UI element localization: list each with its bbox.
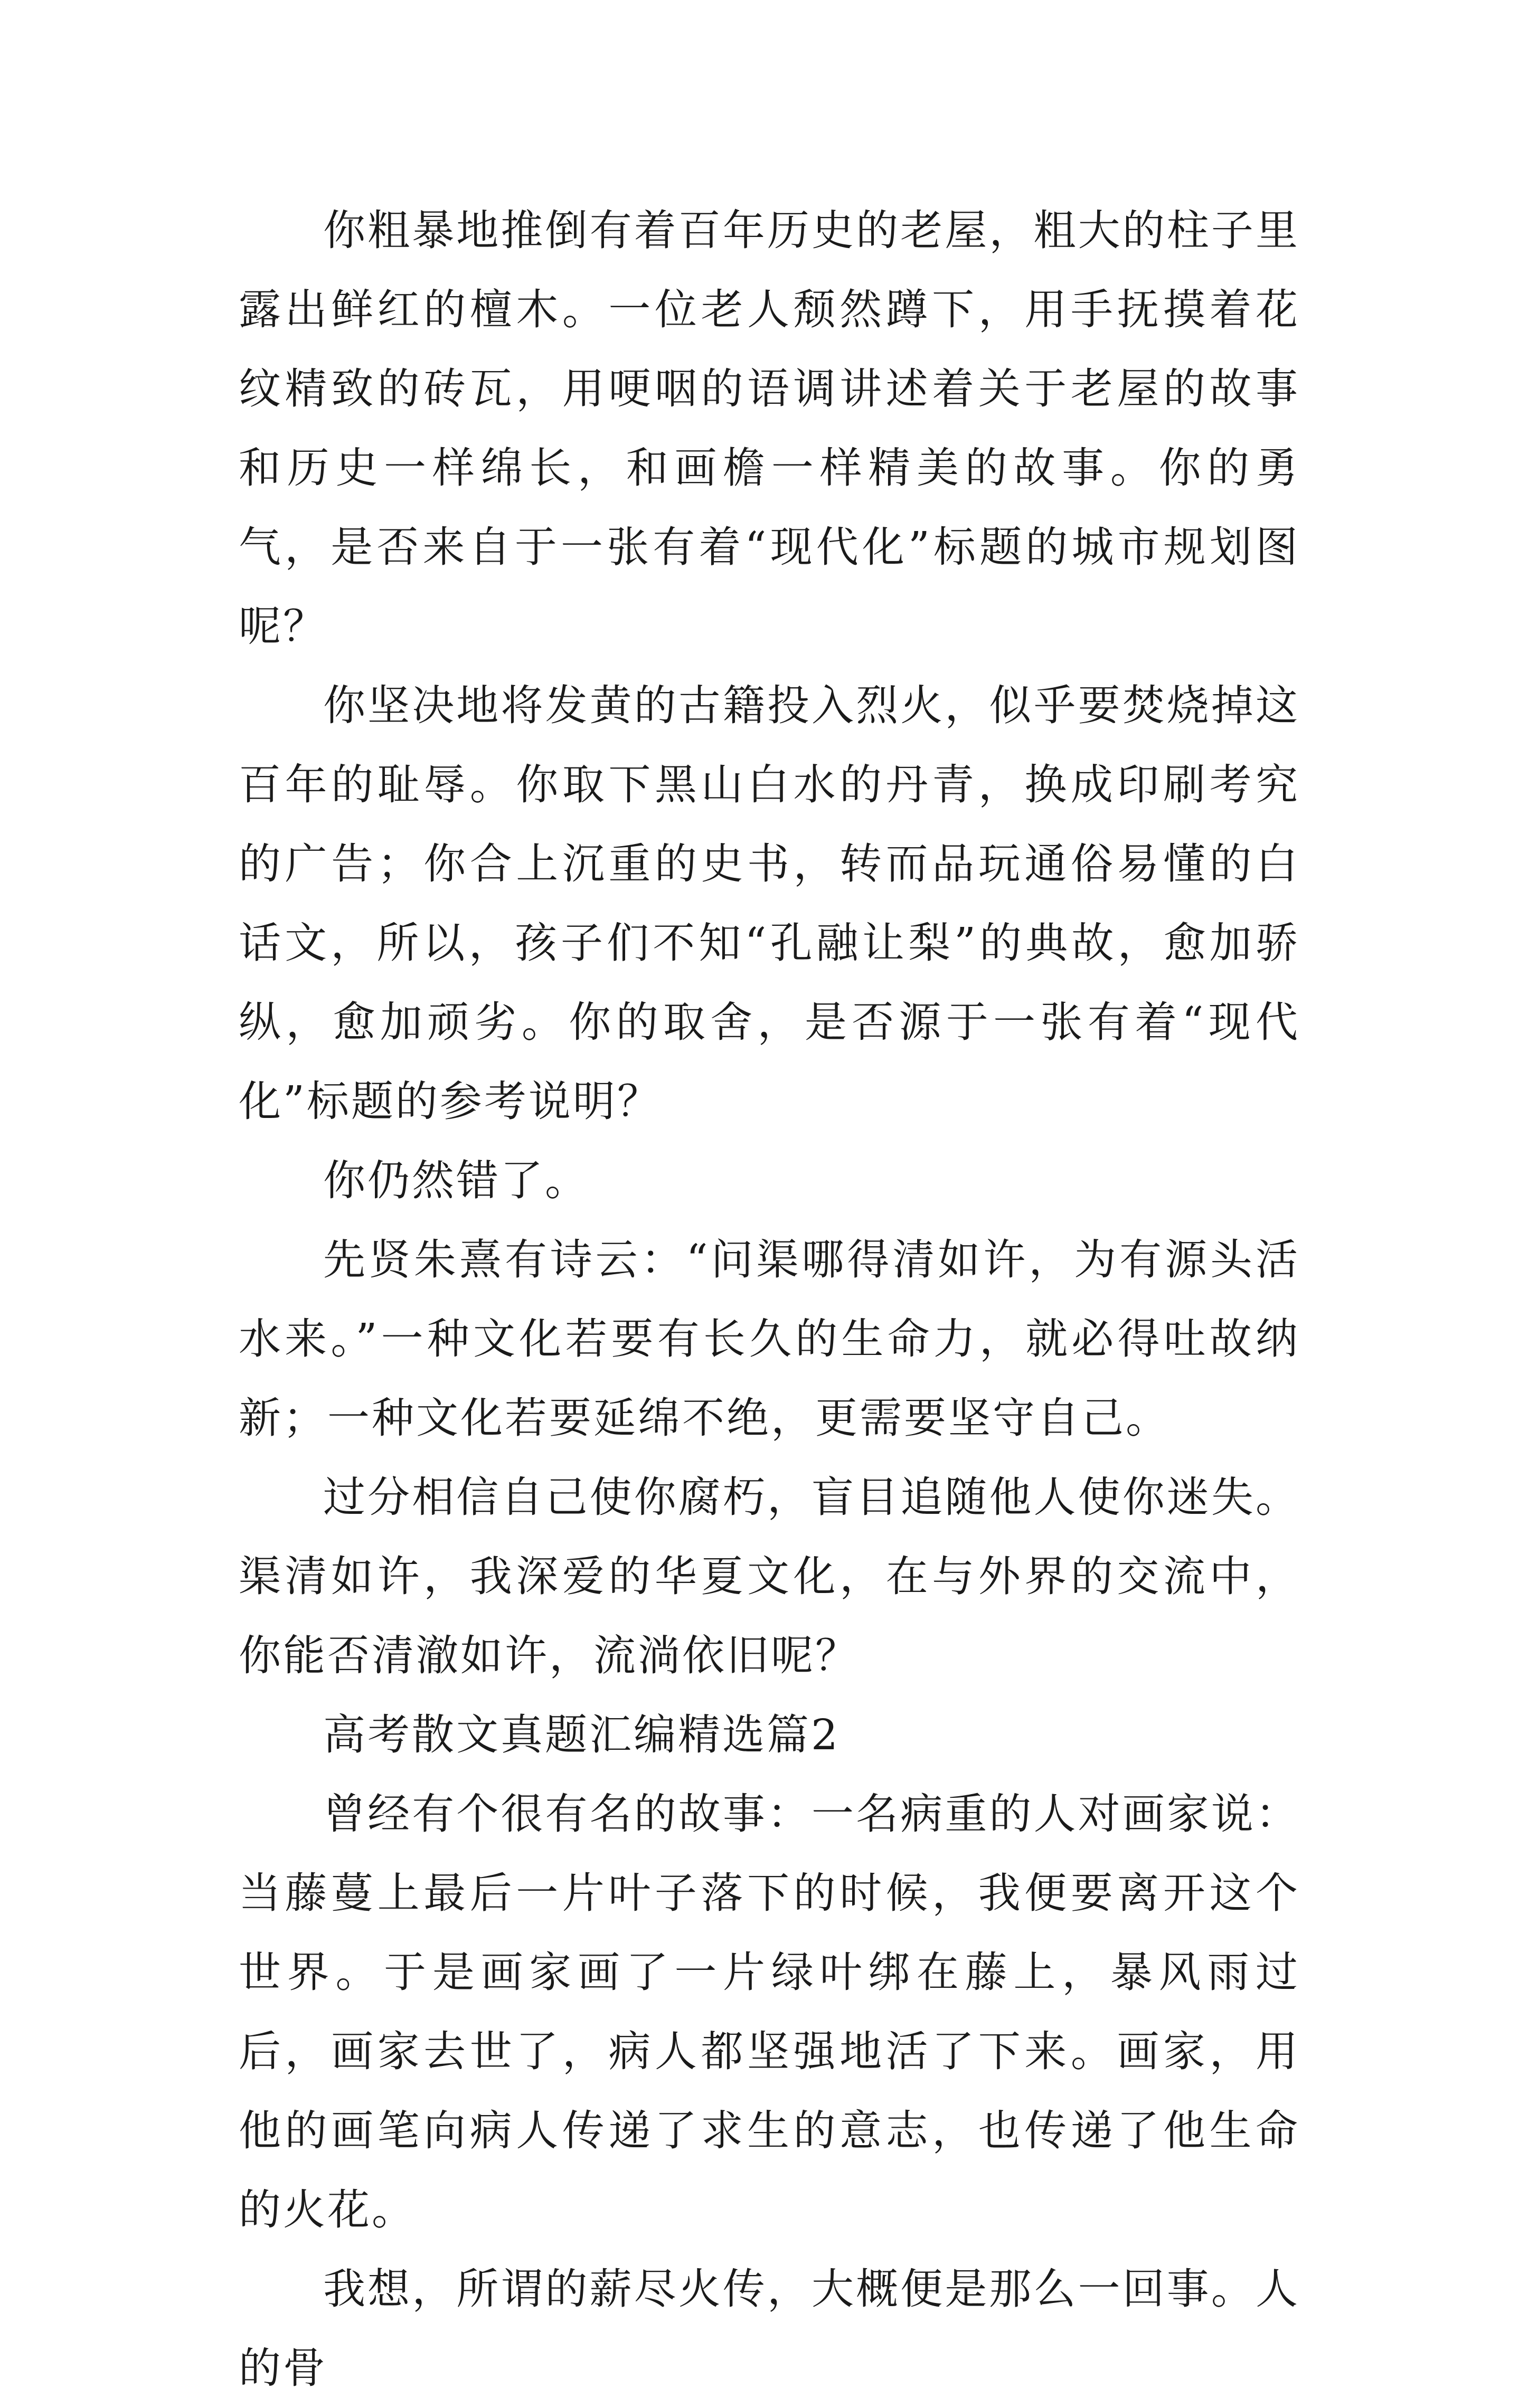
- paragraph-torch-passing: 我想，所谓的薪尽火传，大概便是那么一回事。人的骨: [239, 2264, 1300, 2393]
- paragraph-painter-story: 曾经有个很有名的故事：一名病重的人对画家说：当藤蔓上最后一片叶子落下的时候，我便要离开这个世界。于是画家画了一片绿叶绑在藤上，暴风雨过后，画家去世了，病人都坚强地活了下来。画家，用他的画笔向病人传递了求生的意志，也传递了他生命的火花。: [239, 1789, 1300, 2234]
- paragraph-ancient-books: 你坚决地将发黄的古籍投入烈火，似乎要焚烧掉这百年的耻辱。你取下黑山白水的丹青，换成印刷考究的广告；你合上沉重的史书，转而品玩通俗易懂的白话文，所以，孩子们不知“孔融让梨”的典故，愈加骄纵，愈加顽劣。你的取舍，是否源于一张有着“现代化”标题的参考说明？: [239, 681, 1300, 1126]
- section-heading: 高考散文真题汇编精选篇2: [323, 1710, 840, 1759]
- document-body: [239, 191, 1300, 2408]
- paragraph-zhu-xi-poem: 先贤朱熹有诗云：“问渠哪得清如许，为有源头活水来。”一种文化若要有长久的生命力，就必得吐故纳新；一种文化若要延绵不绝，更需要坚守自己。: [239, 1235, 1300, 1443]
- paragraph-old-house: 你粗暴地推倒有着百年历史的老屋，粗大的柱子里露出鲜红的檀木。一位老人颓然蹲下，用手抚摸着花纹精致的砖瓦，用哽咽的语调讲述着关于老屋的故事和历史一样绵长，和画檐一样精美的故事。你的勇气，是否来自于一张有着“现代化”标题的城市规划图呢？: [239, 206, 1300, 651]
- paragraph-still-wrong: 你仍然错了。: [323, 1156, 589, 1205]
- paragraph-chinese-culture: 过分相信自己使你腐朽，盲目追随他人使你迷失。渠清如许，我深爱的华夏文化，在与外界的交流中，你能否清澈如许，流淌依旧呢？: [239, 1473, 1300, 1680]
